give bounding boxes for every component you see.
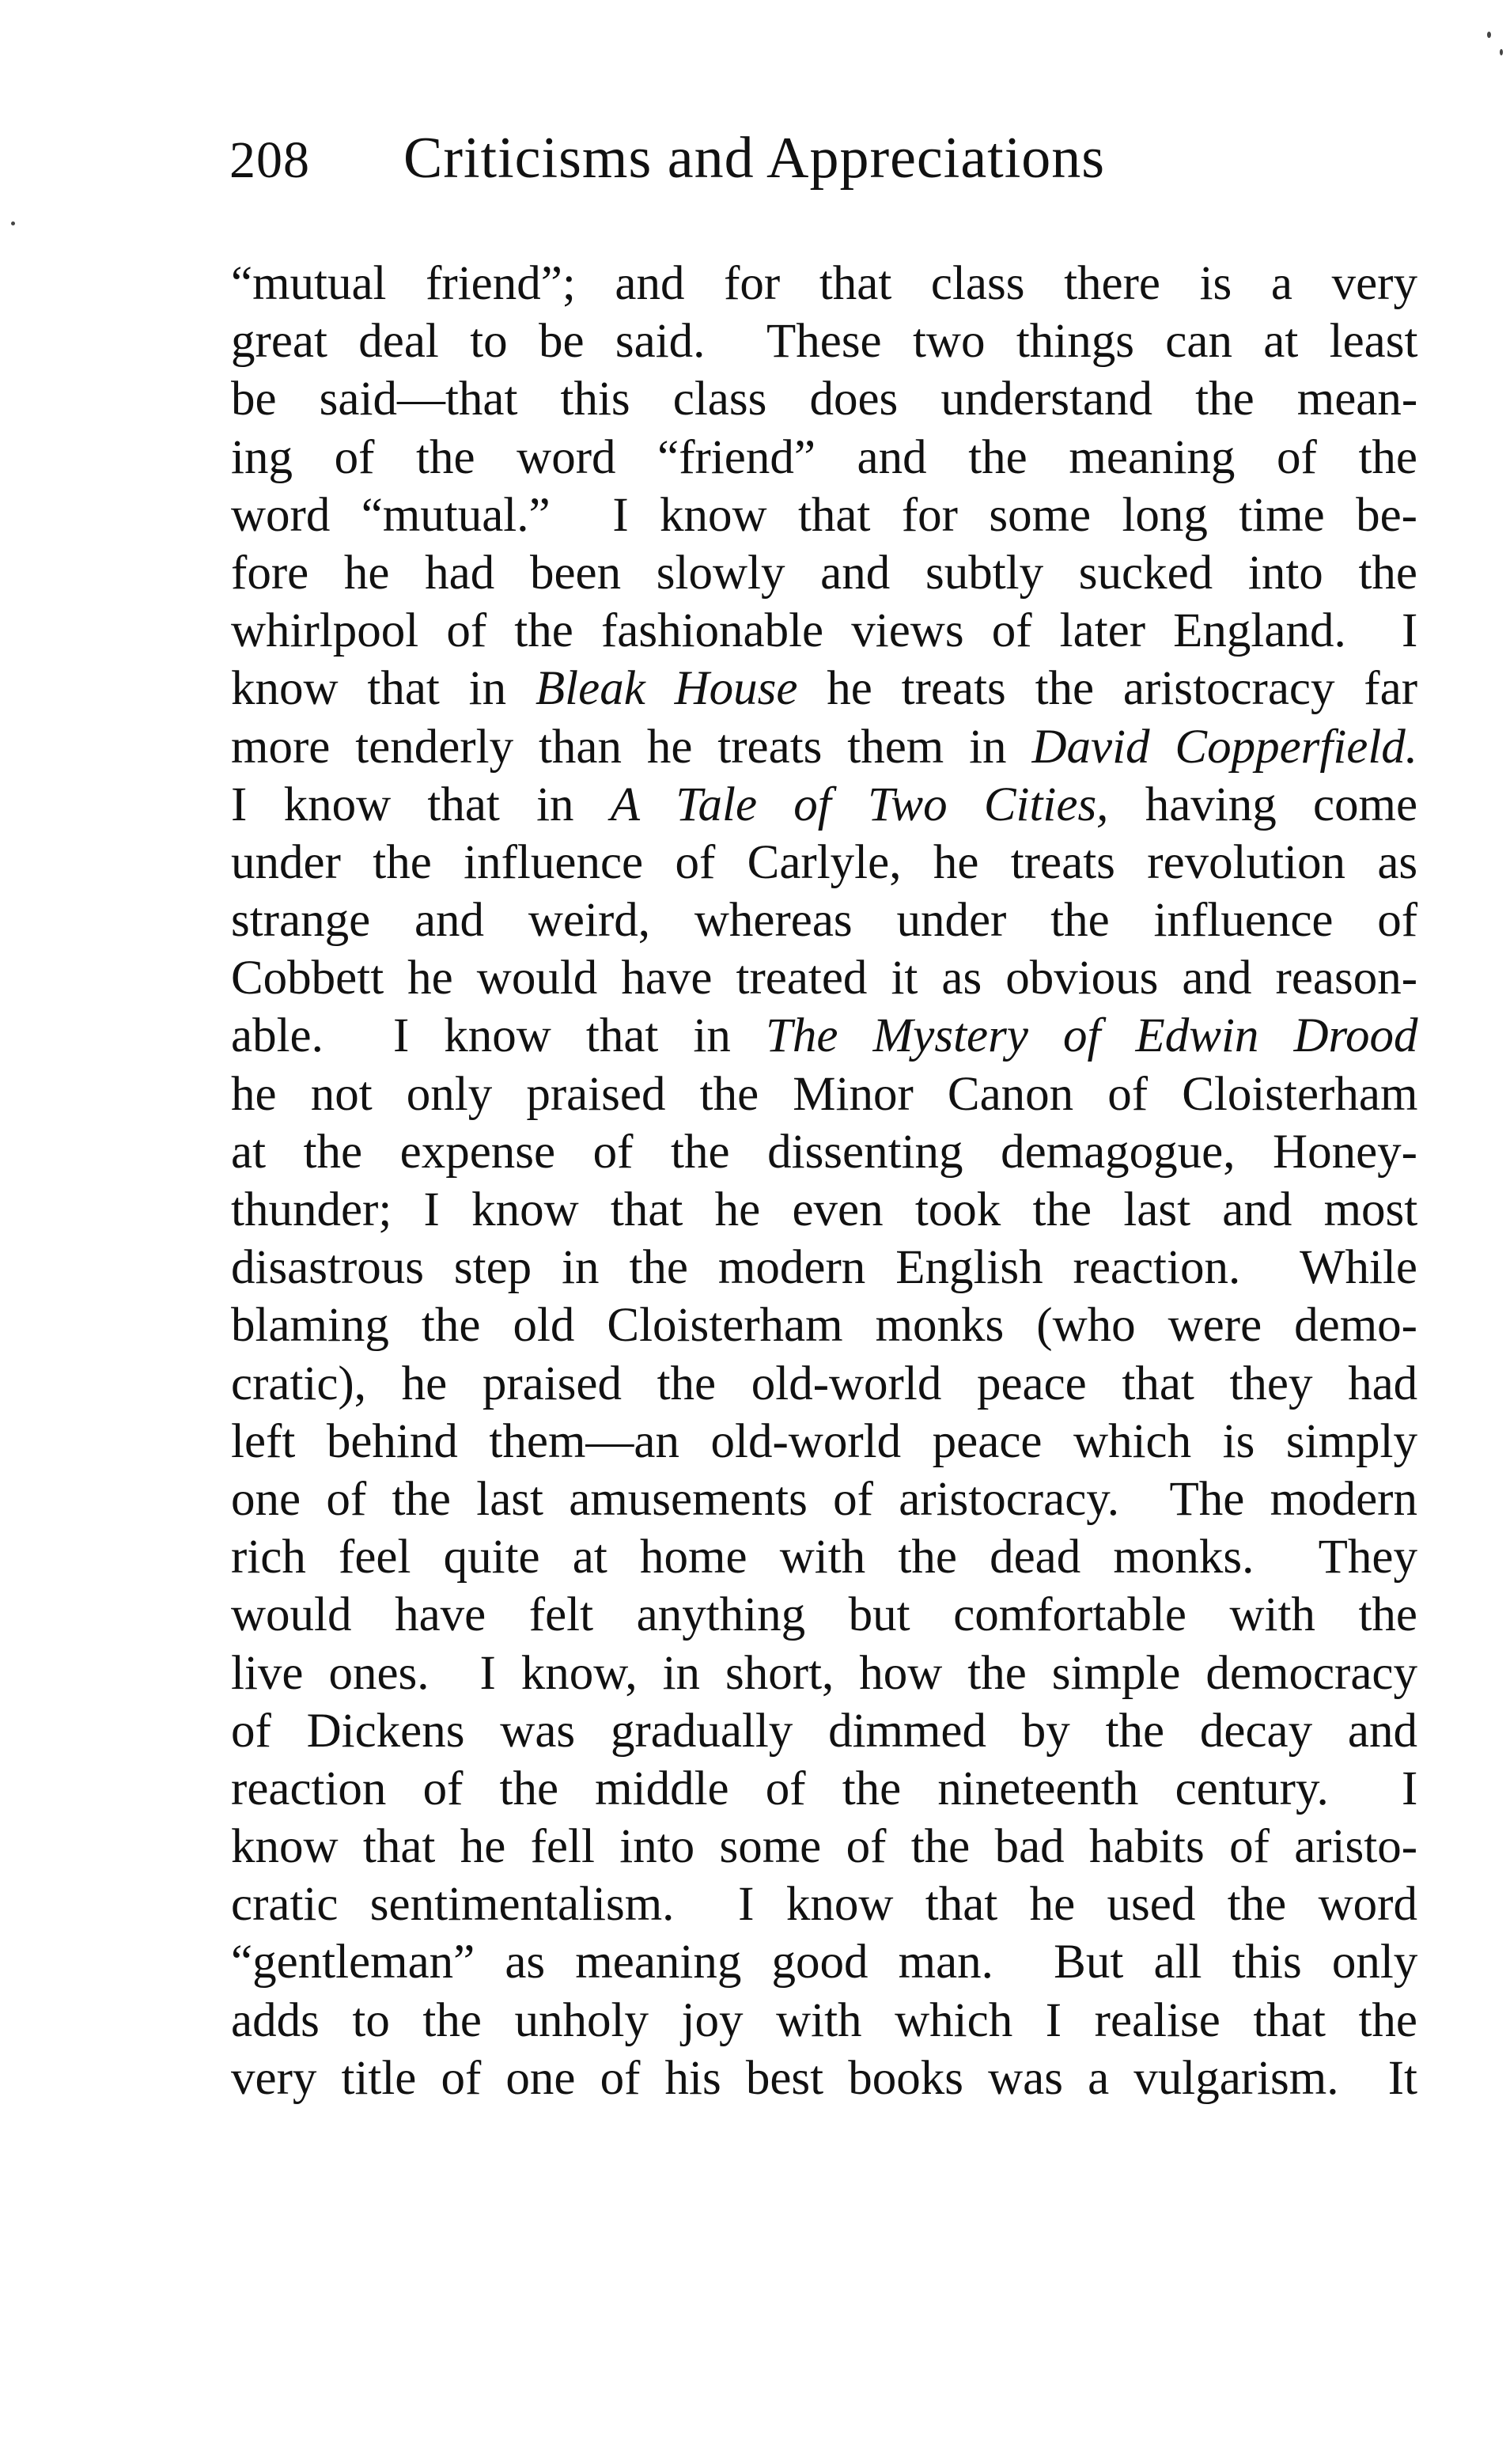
page-number: 208 <box>229 131 310 189</box>
text-line <box>231 1702 1417 1760</box>
text-run: left behind them—an old-world peace which is simply <box>231 1414 1417 1468</box>
text-run: be said—that this class does understand the mean- <box>231 373 1418 426</box>
text-run: strange and weird, whereas under the influence of <box>231 894 1418 948</box>
text-line <box>231 429 1417 486</box>
text-run: Cobbett he would have treated it as obvious and reason- <box>231 952 1418 1005</box>
text-run: know that he fell into some of the bad habits of aristo- <box>231 1820 1418 1874</box>
text-run: cratic), he praised the old-world peace that they had <box>231 1357 1418 1410</box>
text-run: whirlpool of the fashionable views of later England. I <box>231 604 1418 658</box>
scan-speck <box>1500 49 1503 55</box>
text-line <box>231 1875 1417 1933</box>
italic-title: A Tale of Two Cities, <box>610 778 1109 831</box>
text-line <box>231 718 1417 776</box>
text-line <box>231 1645 1417 1702</box>
text-run: word “mutual.” I know that for some long time be- <box>231 488 1417 542</box>
text-line <box>231 255 1417 312</box>
scan-speck <box>11 221 15 225</box>
text-line <box>231 1586 1417 1644</box>
scan-speck <box>1487 32 1491 38</box>
body-text <box>231 255 1417 2107</box>
text-line <box>231 312 1417 370</box>
text-run: live ones. I know, in short, how the simple democracy <box>231 1646 1417 1700</box>
text-run: he not only praised the Minor Canon of Cloisterham <box>231 1067 1418 1121</box>
text-line <box>231 776 1417 834</box>
text-line <box>231 1818 1417 1875</box>
text-line <box>231 660 1417 717</box>
text-run: of Dickens was gradually dimmed by the decay and <box>231 1704 1417 1758</box>
text-line <box>231 1413 1417 1470</box>
text-run: very title of one of his best books was a vulgarism. It <box>231 2051 1417 2105</box>
text-run: adds to the unholy joy with which I realise that the <box>231 1993 1417 2047</box>
text-run: able. I know that in <box>231 1009 766 1063</box>
running-head <box>229 125 1416 204</box>
text-line <box>231 1355 1417 1413</box>
text-run: more tenderly than he treats them in <box>231 720 1032 774</box>
text-run: would have felt anything but comfortable with the <box>231 1588 1417 1642</box>
text-run: fore he had been slowly and subtly sucked into the <box>231 546 1417 600</box>
text-run: great deal to be said. These two things can at least <box>231 315 1418 369</box>
text-line <box>231 1933 1417 1991</box>
text-line <box>231 1992 1417 2050</box>
italic-title: The Mystery of Edwin Drood <box>765 1009 1418 1063</box>
text-line <box>231 1065 1417 1123</box>
text-run: cratic sentimentalism. I know that he used the word <box>231 1878 1417 1932</box>
text-run: blaming the old Cloisterham monks (who were demo- <box>231 1299 1417 1353</box>
italic-title: David Copperfield. <box>1031 720 1418 774</box>
text-run: at the expense of the dissenting demagogue, Honey- <box>231 1125 1417 1179</box>
text-line <box>231 1007 1417 1065</box>
text-line <box>231 1470 1417 1528</box>
text-line <box>231 1760 1417 1818</box>
text-line <box>231 1528 1417 1586</box>
text-line <box>231 1296 1417 1354</box>
text-line <box>231 486 1417 544</box>
text-line <box>231 2050 1417 2107</box>
text-run: I know that in <box>231 778 611 831</box>
text-line <box>231 1239 1417 1296</box>
text-line <box>231 544 1417 602</box>
text-run: under the influence of Carlyle, he treats revolution as <box>231 835 1418 889</box>
text-line <box>231 949 1417 1007</box>
text-run: having come <box>1108 778 1418 831</box>
text-run: rich feel quite at home with the dead monks. They <box>231 1531 1417 1584</box>
text-run: “gentleman” as meaning good man. But all this only <box>231 1936 1418 1989</box>
text-run: know that in <box>231 662 536 716</box>
text-run: disastrous step in the modern English reaction. While <box>231 1241 1417 1295</box>
text-run: ing of the word “friend” and the meaning of the <box>231 430 1417 484</box>
text-run: he treats the aristocracy far <box>797 662 1418 716</box>
text-line <box>231 834 1417 891</box>
text-line <box>231 602 1417 660</box>
running-title: Criticisms and Appreciations <box>403 126 1106 191</box>
text-line <box>231 370 1417 428</box>
text-run: one of the last amusements of aristocracy. The modern <box>231 1472 1417 1526</box>
text-run: thunder; I know that he even took the last and most <box>231 1183 1418 1236</box>
text-line <box>231 1181 1417 1239</box>
text-line <box>231 1123 1417 1181</box>
italic-title: Bleak House <box>535 662 798 716</box>
text-line <box>231 891 1417 949</box>
text-run: reaction of the middle of the nineteenth century. I <box>231 1762 1418 1815</box>
text-run: “mutual friend”; and for that class there is a very <box>231 257 1417 310</box>
